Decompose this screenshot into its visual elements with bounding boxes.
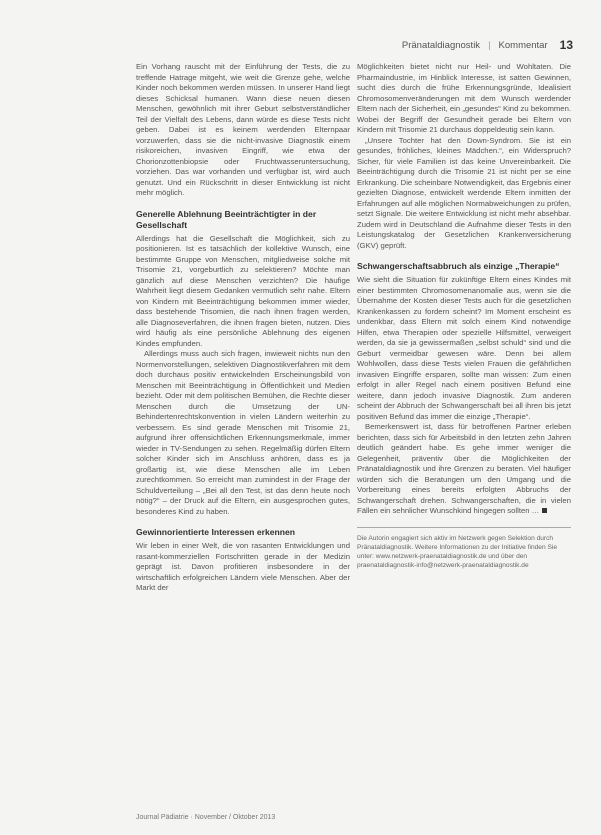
section-heading: Schwangerschaftsabbruch als einzige „Therapie“ [357, 261, 560, 271]
running-header [402, 38, 573, 52]
page-footer: Journal Pädiatrie · November / Oktober 2013 [136, 814, 276, 821]
body-paragraph-last [357, 422, 571, 517]
page-number: 13 [559, 38, 573, 52]
last-paragraph-text: Bemerkenswert ist, dass für betroffenen Partner erleben berichten, dass sich für Arbeitsbild in den letzten zehn Jahren deutlich geändert habe. Es gehe immer weniger die Gelegenheit, präventiv über die Möglichkeiten der Pränataldiagnostik und ihre Grenzen zu beraten. Viel häufiger würden sich die Beratungen um den Umgang und die Vorbereitung eines bereits erfolgten Abbruchs der Schwangerschaft drehen. Schwangerschaften, die in vielen Fällen ein sehnlicher Wunschkind hingegen sollten … [357, 422, 571, 515]
header-section: Pränataldiagnostik [401, 39, 481, 51]
body-paragraph: Möglichkeiten bietet nicht nur Heil- und Wohltaten. Die Pharmaindustrie, im Hinblick Interesse, ist satten Gewinnen, sucht dies durch die frühe Erkennungsgründe, Idealisiert Chromosomenveränderungen mit dem Wunsch werdender Eltern nach der Sicherheit, ein „gesundes“ Kind zu bekommen. Wobei der Begriff der Gesundheit gerade bei Eltern von Kindern mit Trisomie 21 durchaus doppeldeutig sein kann. [357, 62, 571, 134]
end-mark-icon [542, 508, 547, 513]
body-paragraph: Wir leben in einer Welt, die von rasanten Entwicklungen und rasant-kommerziellen Fortschritten gerade in der Medizin geprägt ist. Davon profitieren insbesondere in der wirtschaftlich erfolgreichen Ländern viele Menschen. Aber der Markt der [136, 541, 350, 592]
left-column [136, 62, 350, 594]
body-paragraph: Ein Vorhang rauscht mit der Einführung der Tests, die zu treffende Hatrage mitgeht, wie weit die Grenze gehe, welche Kinder noch bekommen werden müssen. In unserer Hand liegt dieses Schicksal humanen. Wann diese neuen diesen Menschen, gewöhnlich mit ihrer Geburt selbstverständlicher Teil der Vielfalt des Lebens, dann würde es diese Tests nicht geben. Dabei ist es keinem werdenden Elternpaar vorzuwerfen, dass sie die nicht-invasive Diagnostik einem risikoreichen, invasiven Eingriff, wie etwa der Chorionzottenbiopsie oder Fruchtwasseruntersuchung, vorziehen. Das war vorhanden und verfügbar ist, wird auch genutzt. Und ein Rückschritt in dieser Entwicklung ist nicht mehr möglich. [136, 62, 350, 197]
body-paragraph: „Unsere Tochter hat den Down-Syndrom. Sie ist ein gesundes, fröhliches, kleines Mädchen.“, ein Widerspruch? Sicher, für viele Familien ist das keine Unvereinbarkeit. Die Beeinträchtigung durch die Trisomie 21 ist nicht per se eine Erkrankung. Die scheinbare Notwendigkeit, das Ergebnis einer gezielten Diagnose, entwickelt werdende Eltern inmitten der Erfahrungen auf alle möglichen Normabweichungen zu prüfen, setzt Signale. Die weitere Entwicklung ist nicht mehr absehbar. Zudem wird in Deutschland die Aufnahme dieser Tests in den Leistungskatalog der Gesetzlichen Krankenversicherung (GKV) geprüft. [357, 135, 571, 250]
body-paragraph: Allerdings muss auch sich fragen, inwieweit nichts nun den Normenvorstellungen, selektiven Diagnostikverfahren mit dem doch durchaus positiv entwickelnden Erscheinungsbild von Menschen mit Beeinträchtigung in Öffentlichkeit und Medien bezieht. Oder mit dem politischen Bemühen, die Rechte dieser Menschen durch die Umsetzung der UN-Behindertenrechtskonvention in vielen Ländern weiterhin zu verbessern. Es sind gerade Menschen mit Trisomie 21, aufgrund ihrer offensichtlichen Erkennungsmerkmale, immer wieder in TV-Sendungen zu sehen. Regelmäßig dürfen Eltern solcher Kinder sich im Anschluss anhören, dass es ja großartig ist, wie diese Menschen alle im Leben zurechtkommen. So erreicht man zumindest in der Frage der Schuldverteilung – „Bei all den Test, ist das denn heute noch nötig?“ – der Druck auf die Eltern, ein ausgesprochen gutes, besonderes Kind zu haben. [136, 349, 350, 516]
body-paragraph: Allerdings hat die Gesellschaft die Möglichkeit, sich zu positionieren. Ist es tatsächlich der kollektive Wunsch, eine bestimmte Gruppe von Menschen, mitgliedweise solche mit Trisomie 21, vorgeburtlich zu selektieren? Möchte man gänzlich auf diese Menschen verzichten? Die häufige Wahrheit liegt diesem Gedanken vermutlich sehr nahe. Eltern von Kindern mit Beeinträchtigung bekommen immer wieder, dass bestehende Trisomien, die nach ihnen fragen werden, alle Diagnoseverfahren, die ihnen fragen bieten, nutzen. Dies wird häufig als eine persönliche Ablehnung des eigenen Kindes empfunden. [136, 233, 350, 348]
author-note: Die Autorin engagiert sich aktiv im Netzwerk gegen Selektion durch Pränataldiagnostik. Weitere Informationen zu der Initiative finden Sie unter: www.netzwerk-praenataldiagnostik.de und über den praenataldiagnostik-info@netzwerk-praenataldiagnostik.de [357, 527, 571, 570]
right-column [357, 62, 571, 570]
body-paragraph: Wie sieht die Situation für zukünftige Eltern eines Kindes mit einer bestimmten Chromosomenanomalie aus, wenn sie die Übernahme der Kosten dieser Tests auch für die gesetzlichen Krankenkassen zu fordern scheint? Im Moment erscheint es undenkbar, dass Eltern mit solch einem Kind notwendige Hilfen, etwa Therapien oder spezielle Hilfsmittel, verweigert werden, da sie ja gewissermaßen „selbst schuld“ sind und die Geburt vermeidbar gewesen wäre. Denn bei allem Wohlwollen, dass diese Tests vielen Frauen die gefährlichen invasiven Eingriffe ersparen, sollte man wissen: Zum einen erfolgt in aller Regel nach einem positiven Befund eine weitere, dann jedoch invasive Diagnostik. Zum anderen scheint der Abbruch der Schwangerschaft bei all ihren bis jetzt positiven Befund das immer die einzige „Therapie“. [357, 275, 571, 421]
section-heading: Gewinnorientierte Interessen erkennen [136, 527, 296, 537]
header-separator: | [488, 39, 491, 51]
header-category: Kommentar [498, 39, 548, 51]
section-heading: Generelle Ablehnung Beeinträchtigter in der Gesellschaft [136, 208, 317, 230]
